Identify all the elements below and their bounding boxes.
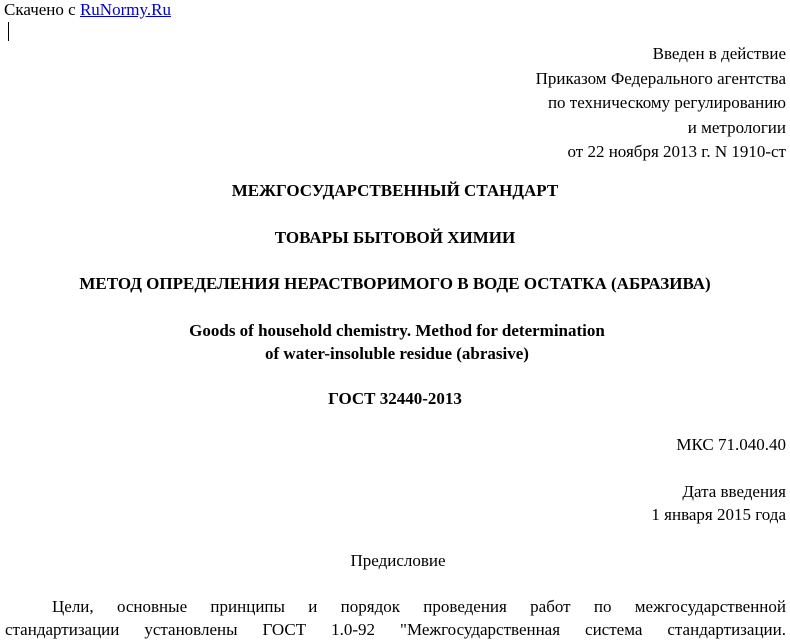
method-heading: МЕТОД ОПРЕДЕЛЕНИЯ НЕРАСТВОРИМОГО В ВОДЕ ОСТАТКА (АБРАЗИВА) (79, 274, 711, 293)
mks-code: МКС 71.040.40 (676, 435, 786, 454)
text-cursor (8, 22, 9, 41)
foreword-paragraph (5, 595, 786, 641)
effective-date-block (651, 480, 786, 526)
intro-line: от 22 ноября 2013 г. N 1910-ст (567, 142, 786, 161)
source-line (4, 0, 171, 20)
effective-date-label: Дата введения (682, 482, 786, 501)
intro-line: Приказом Федерального агентства (535, 68, 786, 88)
standard-type-heading: МЕЖГОСУДАРСТВЕННЫЙ СТАНДАРТ (231, 181, 559, 200)
introduction-block (536, 42, 786, 165)
standard-number: ГОСТ 32440-2013 (328, 389, 462, 408)
effective-date-value: 1 января 2015 года (651, 505, 786, 524)
paragraph-line: стандартизации установлены ГОСТ 1.0-92 "Межгосударственная система стандартизации. (5, 620, 786, 639)
intro-line: по техническому регулированию (547, 93, 786, 112)
intro-line: Введен в действие (652, 44, 786, 63)
subject-heading: ТОВАРЫ БЫТОВОЙ ХИМИИ (274, 228, 516, 247)
intro-line: и метрологии (687, 117, 786, 137)
english-title (0, 319, 790, 365)
english-title-line: Goods of household chemistry. Method for determination (189, 321, 605, 340)
english-title-line: of water-insoluble residue (abrasive) (265, 344, 529, 363)
source-link[interactable]: RuNormy.Ru (79, 0, 171, 19)
source-prefix: Скачено с (4, 0, 76, 19)
paragraph-line: Цели, основные принципы и порядок проведения работ по межгосударственной (52, 597, 786, 616)
foreword-heading: Предисловие (350, 551, 446, 570)
